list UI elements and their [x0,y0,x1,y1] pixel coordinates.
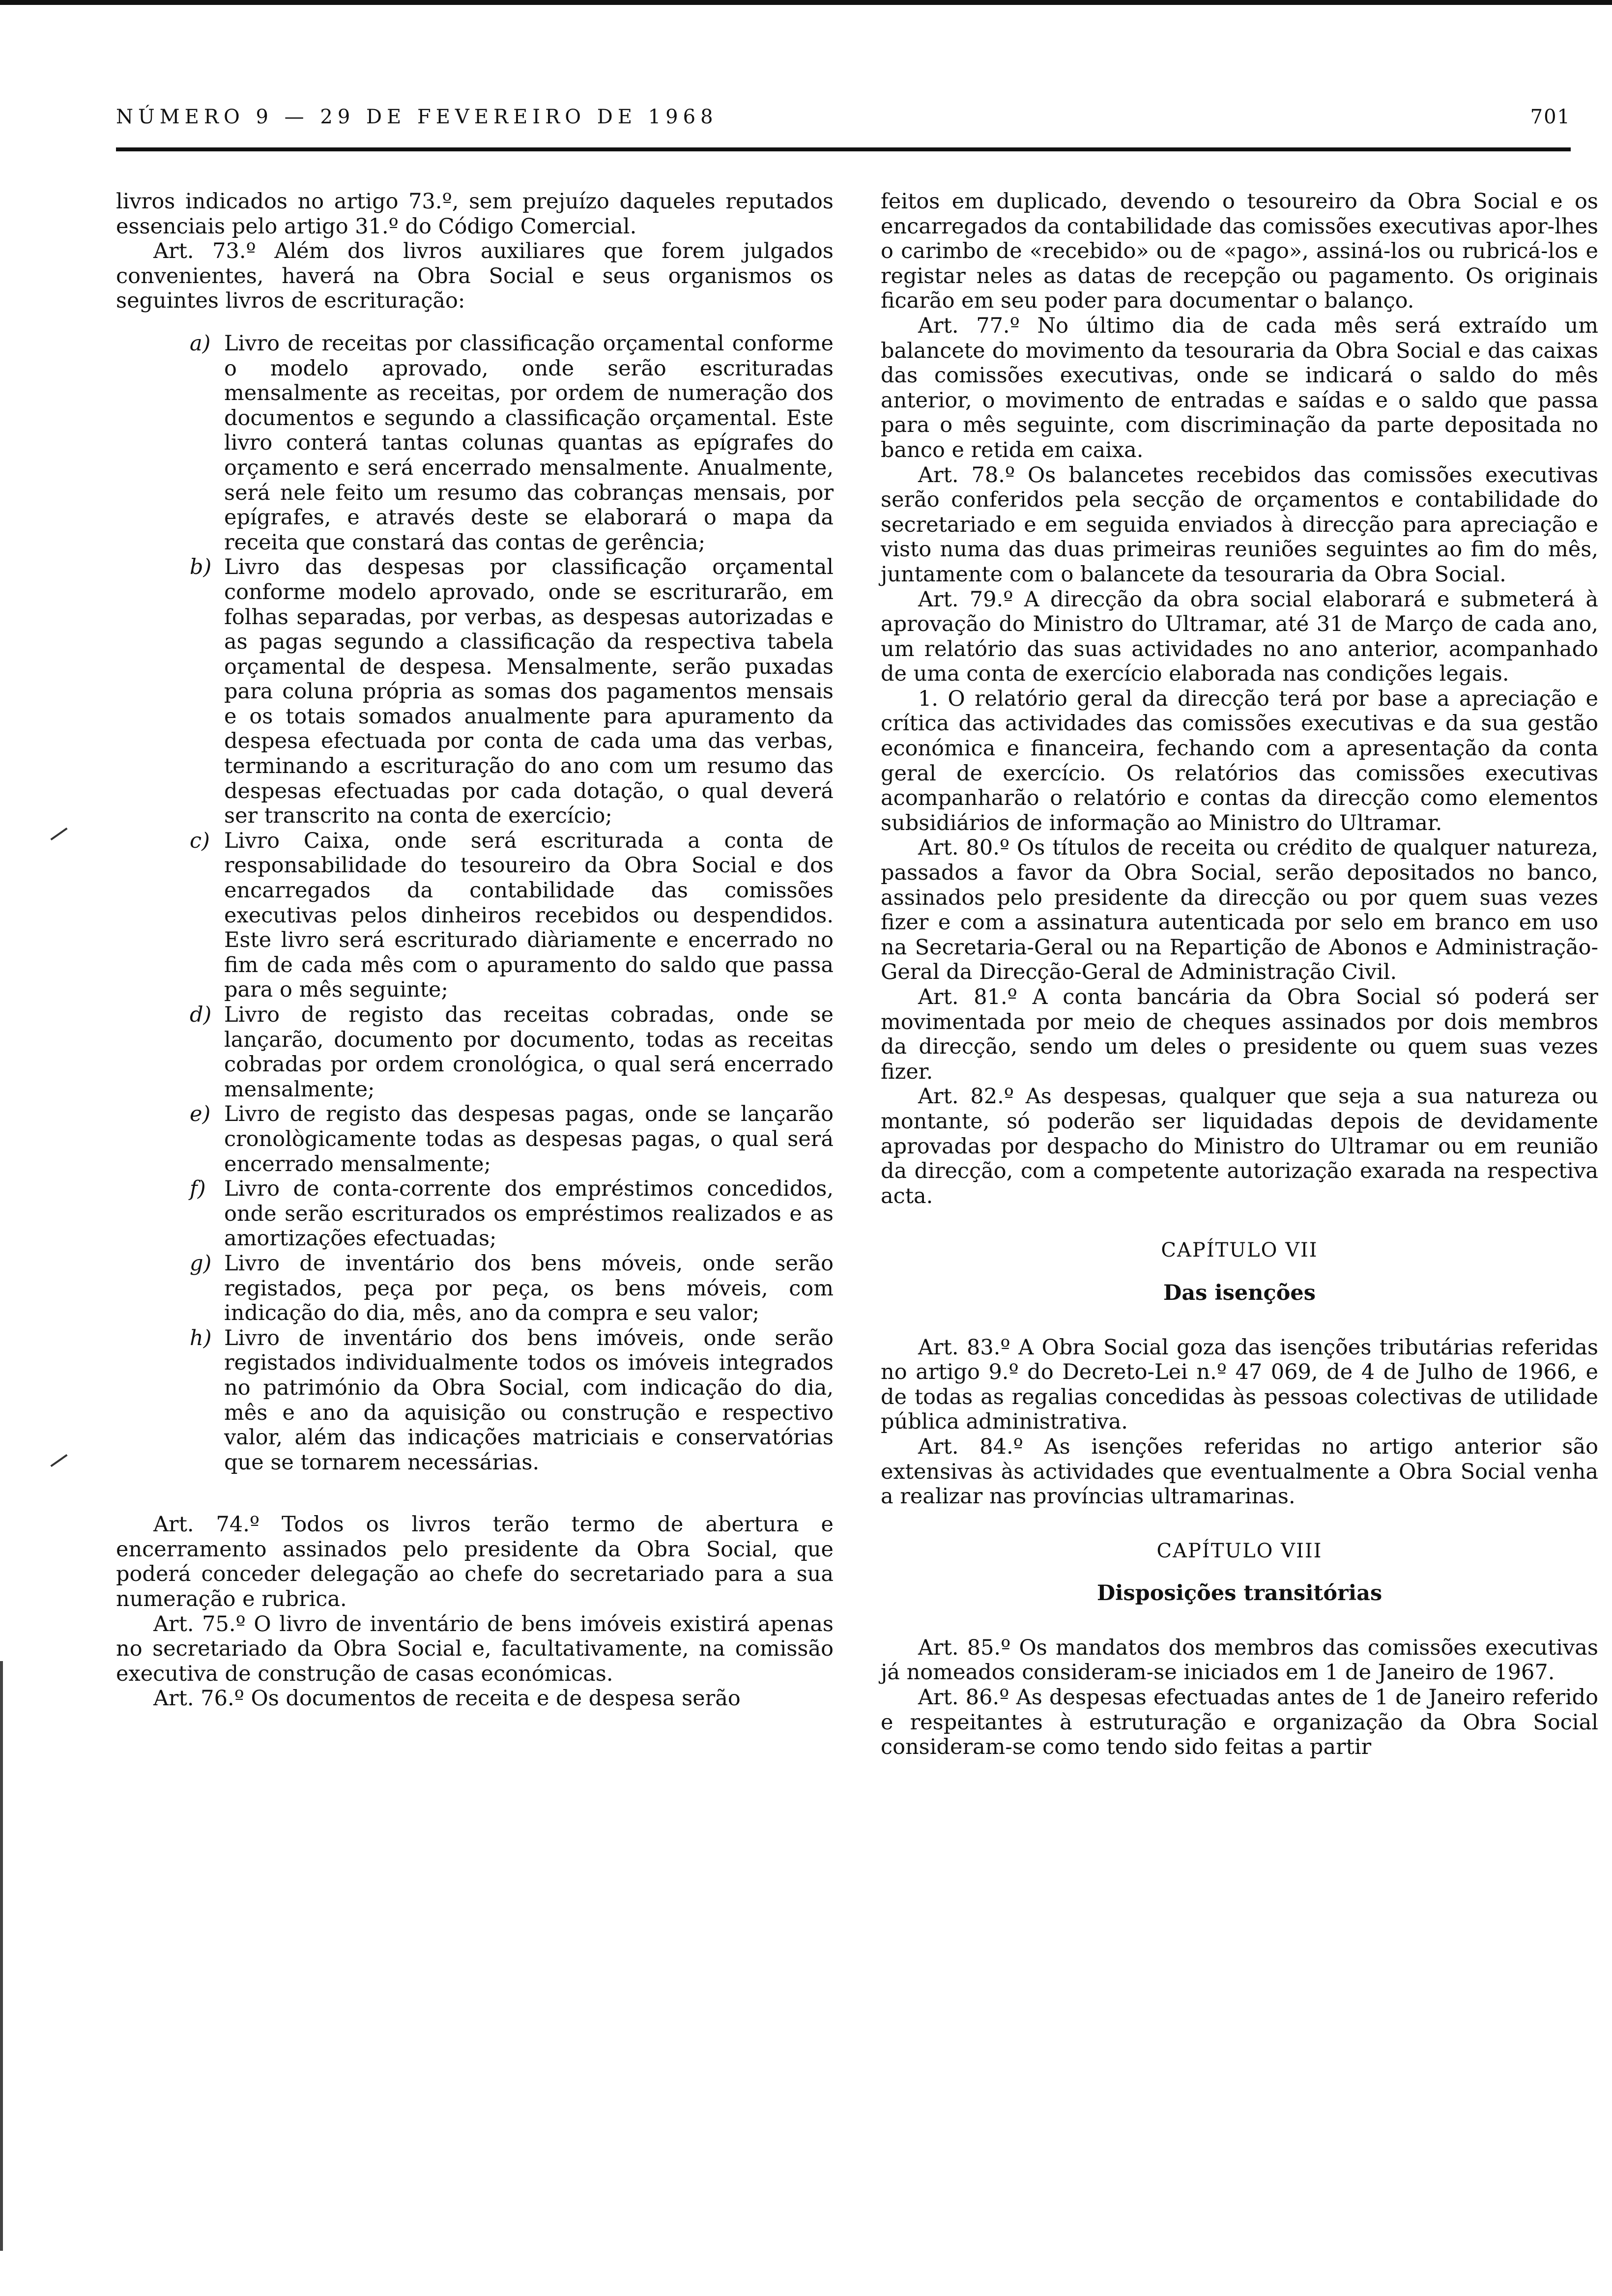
left-column [116,189,834,1711]
list-label: c) [190,828,210,853]
article-73: Art. 73.º Além dos livros auxiliares que forem julgados convenientes, haverá na Obra Social e seus organismos os seguintes livros de escrituração: [116,239,834,314]
article-83: Art. 83.º A Obra Social goza das isenções tributárias referidas no artigo 9.º do Decreto-Lei n.º 47 069, de 4 de Julho de 1966, e de todas as regalias concedidas às pessoas colectivas de utilidade pública administrativa. [881,1335,1598,1435]
margin-mark [50,828,67,840]
chapter-8-title: CAPÍTULO VIII [1156,1539,1323,1562]
list-text: Livro das despesas por classificação orçamental conforme modelo aprovado, onde se escriturarão, em folhas separadas, por verbas, as despesas autorizadas e as pagas segundo a classificação da respectiva tabela orçamental de despesa. Mensalmente, serão puxadas para coluna própria as somas dos pagamentos mensais e os totais somados anualmente para apuramento da despesa efectuada por conta de cada uma das verbas, terminando a escrituração do ano com um resumo das despesas efectuadas por cada dotação, o qual deverá ser transcrito na conta de exercício; [224,555,834,829]
list-item-g [116,1251,834,1326]
margin-mark [50,1454,67,1467]
list-item-e [116,1102,834,1177]
list-item-h [116,1326,834,1475]
list-text: Livro de receitas por classificação orçamental conforme o modelo aprovado, onde serão escrituradas mensalmente as receitas, por ordem de numeração dos documentos e segundo a classificação orçamental. Este livro conterá tantas colunas quantas as epígrafes do orçamento e será encerrado mensalmente. Anualmente, será nele feito um resumo das cobranças mensais, por epígrafes, e através deste se elaborará o mapa da receita que constará das contas de gerência; [224,331,834,555]
article-80: Art. 80.º Os títulos de receita ou crédito de qualquer natureza, passados a favor da Obra Social, serão depositados no banco, assinados pelo presidente da direcção ou por quem suas vezes fizer e com a assinatura autenticada por selo em branco em uso na Secretaria-Geral ou na Repartição de Abonos e Administração-Geral da Direcção-Geral de Administração Civil. [881,835,1598,985]
article-86: Art. 86.º As despesas efectuadas antes de 1 de Janeiro referido e respeitantes à estruturação e organização da Obra Social consideram-se como tendo sido feitas a partir [881,1685,1598,1760]
list-item-d [116,1003,834,1102]
article-77: Art. 77.º No último dia de cada mês será extraído um balancete do movimento da tesouraria da Obra Social e das caixas das comissões executivas, onde se indicará o saldo do mês anterior, o movimento de entradas e saídas e o saldo que passa para o mês seguinte, com discriminação da parte depositada no banco e retida em caixa. [881,313,1598,462]
list-text: Livro de inventário dos bens móveis, onde serão registados, peça por peça, os bens móveis, com indicação do dia, mês, ano da compra e seu valor; [224,1251,834,1326]
list-label: d) [190,1003,212,1027]
scan-edge [0,1661,3,2251]
article-74: Art. 74.º Todos os livros terão termo de abertura e encerramento assinados pelo presidente da Obra Social, que poderá conceder delegação ao chefe do secretariado para a sua numeração e rubrica. [116,1512,834,1612]
page-header [116,106,1571,140]
list-item-a [116,331,834,555]
list-label: b) [190,555,212,580]
list-text: Livro de registo das receitas cobradas, onde se lançarão, documento por documento, todas as receitas cobradas por ordem cronológica, o qual será encerrado mensalmente; [224,1003,834,1102]
article-78: Art. 78.º Os balancetes recebidos das comissões executivas serão conferidos pela secção de orçamentos e contabilidade do secretariado e em seguida enviados à direcção para apreciação e visto numa das duas primeiras reuniões seguintes ao fim do mês, juntamente com o balancete da tesouraria da Obra Social. [881,462,1598,587]
list-label: h) [190,1325,212,1350]
list-text: Livro Caixa, onde será escriturada a conta de responsabilidade do tesoureiro da Obra Social e dos encarregados da contabilidade das comissões executivas pelos dinheiros recebidos ou despendidos. Este livro será escriturado diàriamente e encerrado no fim de cada mês com o apuramento do saldo que passa para o mês seguinte; [224,828,834,1003]
article-85: Art. 85.º Os mandatos dos membros das comissões executivas já nomeados consideram-se iniciados em 1 de Janeiro de 1967. [881,1635,1598,1685]
list-text: Livro de inventário dos bens imóveis, onde serão registados individualmente todos os imóveis integrados no património da Obra Social, com indicação do dia, mês e ano da aquisição ou construção e respectivo valor, além das indicações matriciais e conservatórias que se tornarem necessárias. [224,1325,834,1475]
paragraph-continuation: livros indicados no artigo 73.º, sem prejuízo daqueles reputados essenciais pelo artigo 31.º do Código Comercial. [116,189,834,239]
article-82: Art. 82.º As despesas, qualquer que seja a sua natureza ou montante, só poderão ser liquidadas depois de devidamente aprovadas por despacho do Ministro do Ultramar ou em reunião da direcção, com a competente autorização exarada na respectiva acta. [881,1084,1598,1208]
article-76: Art. 76.º Os documentos de receita e de despesa serão [153,1686,741,1711]
chapter-8-subtitle: Disposições transitórias [1096,1581,1382,1606]
article-79: Art. 79.º A direcção da obra social elaborará e submeterá à aprovação do Ministro do Ultramar, até 31 de Março de cada ano, um relatório das suas actividades no ano anterior, acompanhado de uma conta de exercício elaborada nas condições legais. [881,587,1598,687]
list-item-b [116,555,834,829]
article-75: Art. 75.º O livro de inventário de bens imóveis existirá apenas no secretariado da Obra Social e, facultativamente, na comissão executiva de construção de casas económicas. [116,1611,834,1686]
article-79-paragraph-1: 1. O relatório geral da direcção terá por base a apreciação e crítica das actividades das comissões executivas e da sua gestão económica e financeira, fechando com a apresentação da conta geral de exercício. Os relatórios das comissões executivas acompanharão o relatório e contas da direcção como elementos subsidiários de informação ao Ministro do Ultramar. [881,686,1598,835]
header-title: NÚMERO 9 — 29 DE FEVEREIRO DE 1968 [116,106,718,128]
list-item-f [116,1177,834,1251]
header-rule [116,147,1571,151]
list-label: g) [190,1251,212,1276]
list-item-c [116,829,834,1003]
page-number: 701 [1530,106,1571,128]
article-84: Art. 84.º As isenções referidas no artigo anterior são extensivas às actividades que eventualmente a Obra Social venha a realizar nas províncias ultramarinas. [881,1434,1598,1509]
list-text: Livro de registo das despesas pagas, onde se lançarão cronològicamente todas as despesas pagas, o qual será encerrado mensalmente; [224,1102,834,1177]
list-label: f) [190,1177,206,1202]
right-column [881,189,1598,1760]
article-81: Art. 81.º A conta bancária da Obra Social só poderá ser movimentada por meio de cheques assinados por dois membros da direcção, sendo um deles o presidente ou quem suas vezes fizer. [881,985,1598,1084]
list-label: e) [190,1102,211,1127]
list-text: Livro de conta-corrente dos empréstimos concedidos, onde serão escriturados os empréstimos realizados e as amortizações efectuadas; [224,1177,834,1251]
paragraph-continuation: feitos em duplicado, devendo o tesoureiro da Obra Social e os encarregados da contabilidade das comissões executivas apor-lhes o carimbo de «recebido» ou de «pago», assiná-los ou rubricá-los e registar neles as datas de recepção ou pagamento. Os originais ficarão em seu poder para documentar o balanço. [881,189,1598,314]
chapter-7-subtitle: Das isenções [1163,1280,1316,1305]
top-edge-line [0,0,1612,5]
chapter-7-title: CAPÍTULO VII [1161,1239,1318,1262]
list-label: a) [190,331,211,356]
